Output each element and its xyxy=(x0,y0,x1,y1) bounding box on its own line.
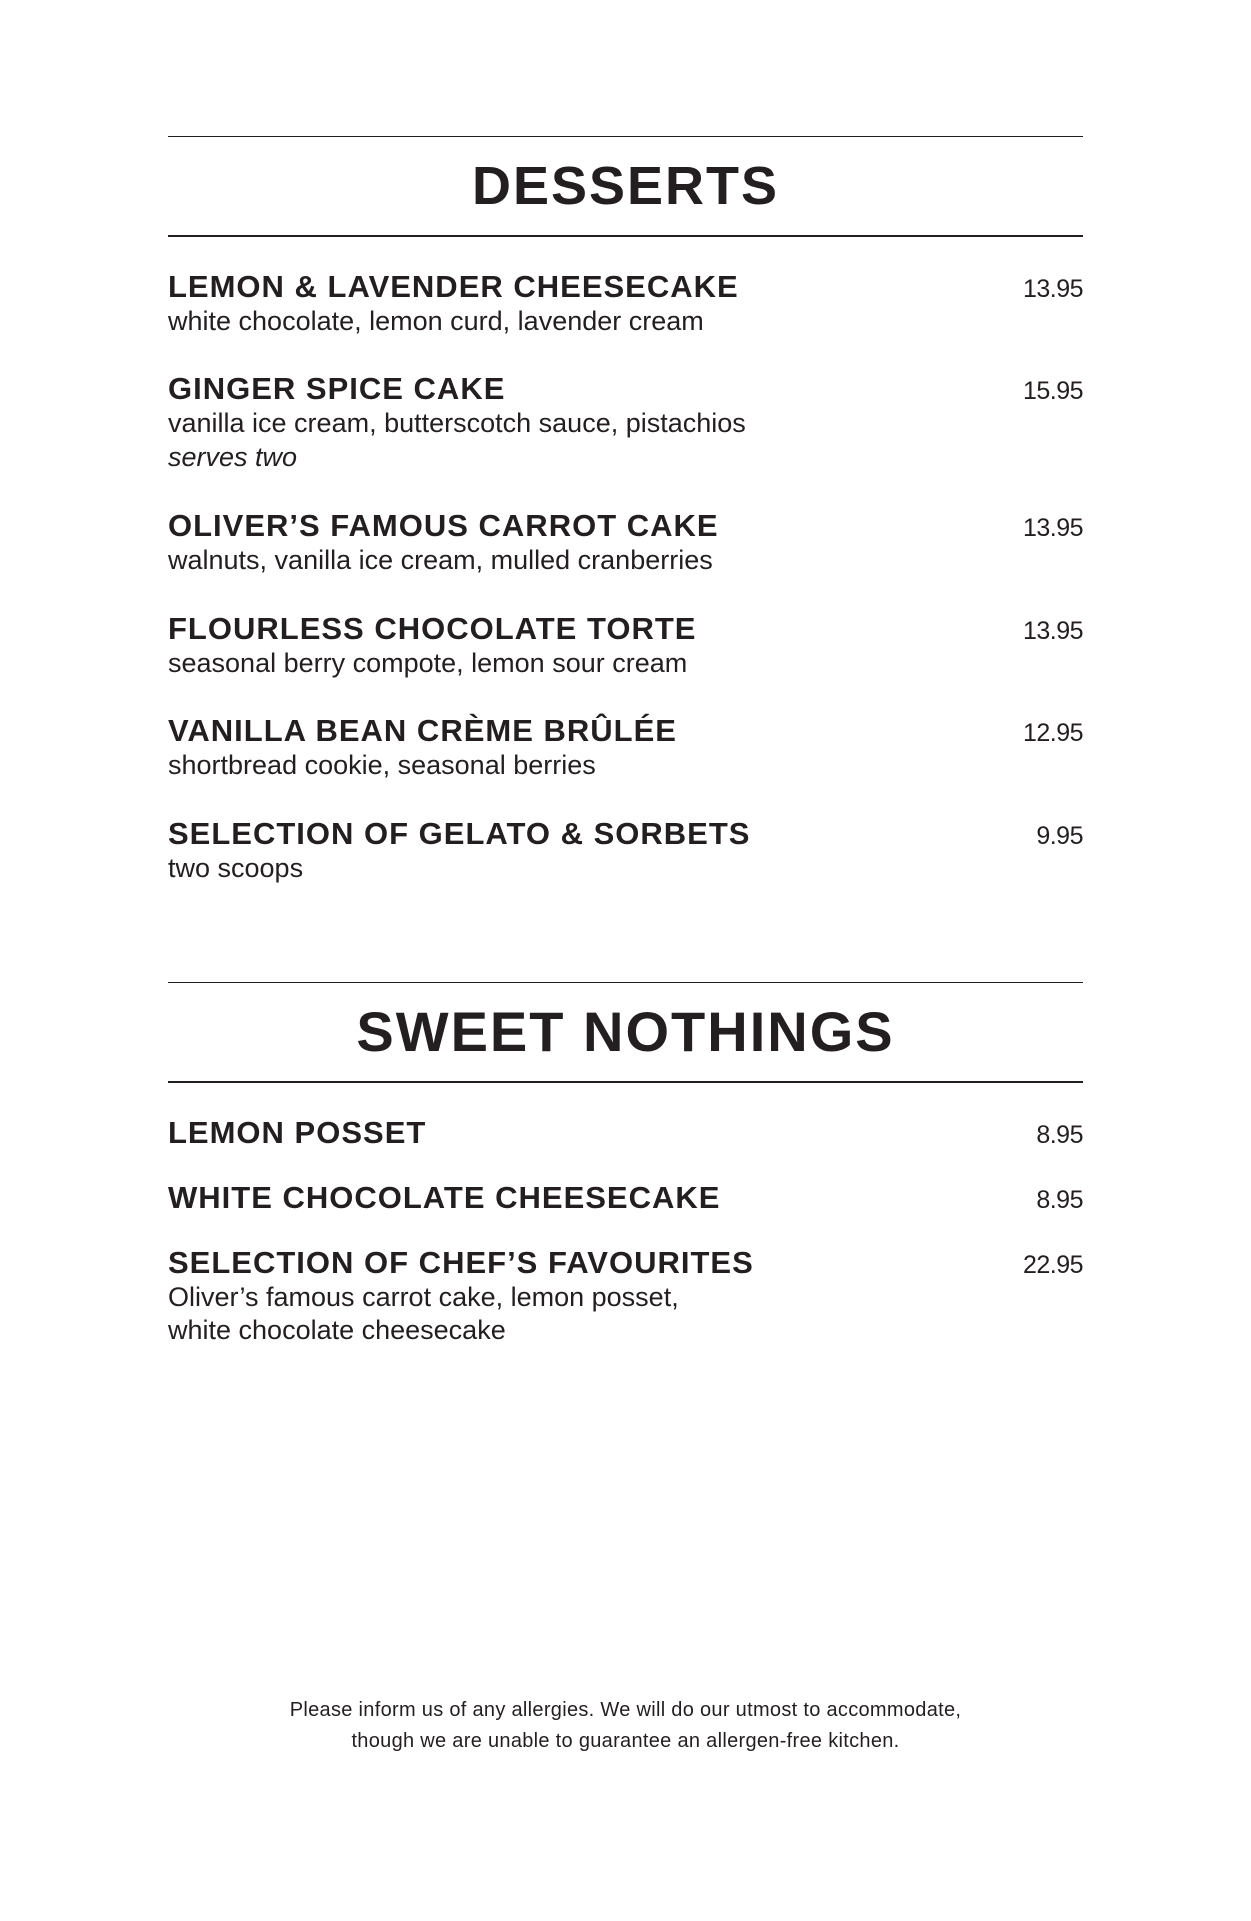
item-description: two scoops xyxy=(168,853,304,883)
item-price: 12.95 xyxy=(1022,719,1083,747)
menu-item xyxy=(168,713,1083,782)
desserts-section xyxy=(168,136,1083,883)
item-name: WHITE CHOCOLATE CHEESECAKE xyxy=(168,1180,721,1215)
item-price: 13.95 xyxy=(1022,617,1083,645)
item-price: 9.95 xyxy=(1036,822,1083,850)
allergy-notice-line2: though we are unable to guarantee an allergen-free kitchen. xyxy=(351,1730,900,1752)
item-name: VANILLA BEAN CRÈME BRÛLÉE xyxy=(168,713,677,748)
menu-item xyxy=(168,1115,1083,1151)
item-price: 13.95 xyxy=(1022,275,1083,303)
item-name: SELECTION OF GELATO & SORBETS xyxy=(168,816,751,851)
sweet-nothings-section xyxy=(168,982,1083,1345)
menu-item xyxy=(168,611,1083,680)
menu-item xyxy=(168,371,1083,474)
section-title-sweet-nothings: SWEET NOTHINGS xyxy=(356,1000,895,1063)
item-description: Oliver’s famous carrot cake, lemon posset, xyxy=(168,1282,679,1312)
allergy-notice xyxy=(168,1695,1083,1757)
item-description-line2: white chocolate cheesecake xyxy=(168,1315,506,1345)
menu-item xyxy=(168,1180,1083,1216)
menu-item xyxy=(168,269,1083,338)
section-bottom-rule xyxy=(168,1081,1083,1083)
item-name: OLIVER’S FAMOUS CARROT CAKE xyxy=(168,508,719,543)
menu-item xyxy=(168,816,1083,885)
allergy-notice-line1: Please inform us of any allergies. We will do our utmost to accommodate, xyxy=(289,1699,962,1721)
menu-item xyxy=(168,508,1083,577)
item-price: 15.95 xyxy=(1022,377,1083,405)
item-name: SELECTION OF CHEF’S FAVOURITES xyxy=(168,1245,754,1280)
item-description: vanilla ice cream, butterscotch sauce, pistachios xyxy=(168,408,746,438)
menu-item xyxy=(168,1245,1083,1347)
section-bottom-rule xyxy=(168,235,1083,237)
item-price: 8.95 xyxy=(1036,1186,1083,1214)
item-name: GINGER SPICE CAKE xyxy=(168,371,506,406)
section-title-desserts: DESSERTS xyxy=(471,156,780,216)
item-price: 13.95 xyxy=(1022,514,1083,542)
item-price: 22.95 xyxy=(1022,1251,1083,1279)
item-name: FLOURLESS CHOCOLATE TORTE xyxy=(168,611,697,646)
item-note: serves two xyxy=(168,442,298,472)
item-description: seasonal berry compote, lemon sour cream xyxy=(168,648,688,678)
item-name: LEMON POSSET xyxy=(168,1115,427,1150)
item-description: walnuts, vanilla ice cream, mulled cranberries xyxy=(168,545,713,575)
item-name: LEMON & LAVENDER CHEESECAKE xyxy=(168,269,739,304)
item-description: shortbread cookie, seasonal berries xyxy=(168,750,596,780)
item-description: white chocolate, lemon curd, lavender cream xyxy=(168,306,704,336)
item-price: 8.95 xyxy=(1036,1121,1083,1149)
